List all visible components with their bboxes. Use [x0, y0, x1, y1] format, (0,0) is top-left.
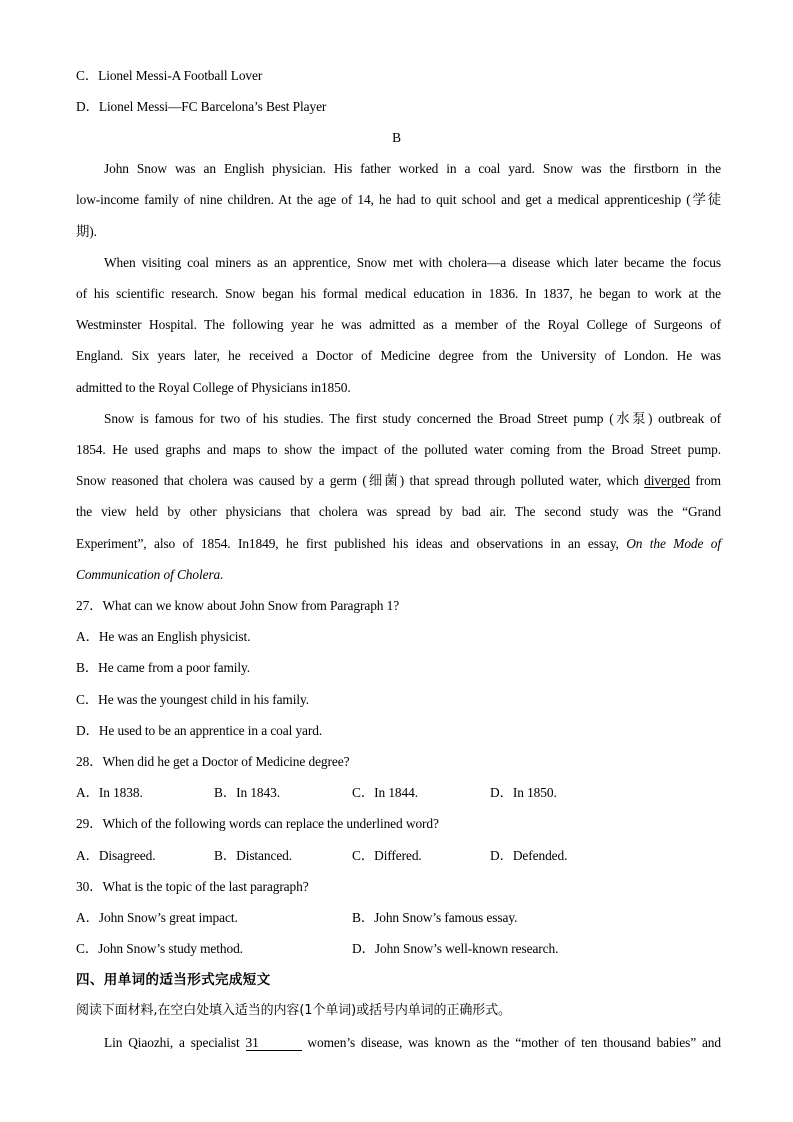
q27-option-c: C．He was the youngest child in his family.	[76, 692, 309, 707]
p2-line-1: When visiting coal miners as an apprentice, Snow met with cholera—a disease which later became the focus	[104, 255, 721, 270]
question-27-stem: 27．What can we know about John Snow from Paragraph 1?	[76, 598, 400, 613]
q27-option-d: D．He used to be an apprentice in a coal yard.	[76, 723, 323, 738]
q29-option-b: B．Distanced.	[214, 848, 293, 863]
passage-line-1-text: Lin Qiaozhi, a specialist	[104, 1035, 246, 1050]
p1-line-2: low-income family of nine children. At the age of 14, he had to quit school and get a medical apprenticeship (学徒	[76, 192, 721, 207]
section-b-label: B	[392, 130, 401, 145]
q29-option-d: D．Defended.	[490, 848, 568, 863]
q28-option-b: B．In 1843.	[214, 785, 280, 800]
p1-line-3: 期).	[76, 224, 97, 239]
question-30-stem: 30．What is the topic of the last paragraph?	[76, 879, 309, 894]
underlined-word: diverged	[644, 473, 690, 488]
p3-line-3-end: from	[689, 473, 721, 488]
passage-line-1	[104, 1035, 721, 1051]
passage-line-1-end: women’s disease, was known as the “mother of ten thousand babies” and	[301, 1035, 721, 1050]
essay-title-part-1: On the Mode of	[626, 536, 721, 551]
question-28-stem: 28．When did he get a Doctor of Medicine degree?	[76, 754, 350, 769]
q30-option-c: C．John Snow’s study method.	[76, 941, 243, 956]
q30-option-a: A．John Snow’s great impact.	[76, 910, 238, 925]
q28-option-a: A．In 1838.	[76, 785, 143, 800]
section-4-instruction: 阅读下面材料,在空白处填入适当的内容(1个单词)或括号内单词的正确形式。	[76, 1003, 511, 1018]
p3-line-5-text: Experiment”, also of 1854. In1849, he first published his ideas and observations in an essay,	[76, 536, 627, 551]
q27-option-b: B．He came from a poor family.	[76, 660, 250, 675]
question-29-stem: 29．Which of the following words can replace the underlined word?	[76, 816, 439, 831]
blank-31: 31	[246, 1036, 302, 1051]
p2-line-5: admitted to the Royal College of Physicians in1850.	[76, 380, 351, 395]
section-4-heading: 四、用单词的适当形式完成短文	[76, 972, 271, 988]
q30-option-d: D．John Snow’s well-known research.	[352, 941, 559, 956]
p3-line-3	[76, 473, 721, 489]
p1-line-1: John Snow was an English physician. His father worked in a coal yard. Snow was the firstborn in the	[104, 161, 721, 176]
q29-option-c: C．Differed.	[352, 848, 422, 863]
p3-line-2: 1854. He used graphs and maps to show the impact of the polluted water coming from the Broad Street pump.	[76, 442, 721, 457]
p3-line-5	[76, 536, 721, 552]
p3-line-4: the view held by other physicians that cholera was spread by bad air. The second study was the “Grand	[76, 504, 721, 519]
q28-option-d: D．In 1850.	[490, 785, 557, 800]
p3-line-3-text: Snow reasoned that cholera was caused by a germ (细菌) that spread through polluted water, which	[76, 473, 645, 488]
q28-option-c: C．In 1844.	[352, 785, 418, 800]
option-c-prev: C．Lionel Messi-A Football Lover	[76, 68, 263, 83]
q27-option-a: A．He was an English physicist.	[76, 629, 251, 644]
p3-line-1: Snow is famous for two of his studies. The first study concerned the Broad Street pump (水泵) outbreak of	[104, 411, 721, 426]
q30-option-b: B．John Snow’s famous essay.	[352, 910, 518, 925]
p2-line-4: England. Six years later, he received a Doctor of Medicine degree from the University of London. He was	[76, 348, 721, 363]
p2-line-2: of his scientific research. Snow began his formal medical education in 1836. In 1837, he began to work at the	[76, 286, 721, 301]
q29-option-a: A．Disagreed.	[76, 848, 156, 863]
p2-line-3: Westminster Hospital. The following year he was admitted as a member of the Royal College of Surgeons of	[76, 317, 721, 332]
option-d-prev: D．Lionel Messi—FC Barcelona’s Best Player	[76, 99, 327, 114]
essay-title-part-2: Communication of Cholera.	[76, 567, 224, 582]
